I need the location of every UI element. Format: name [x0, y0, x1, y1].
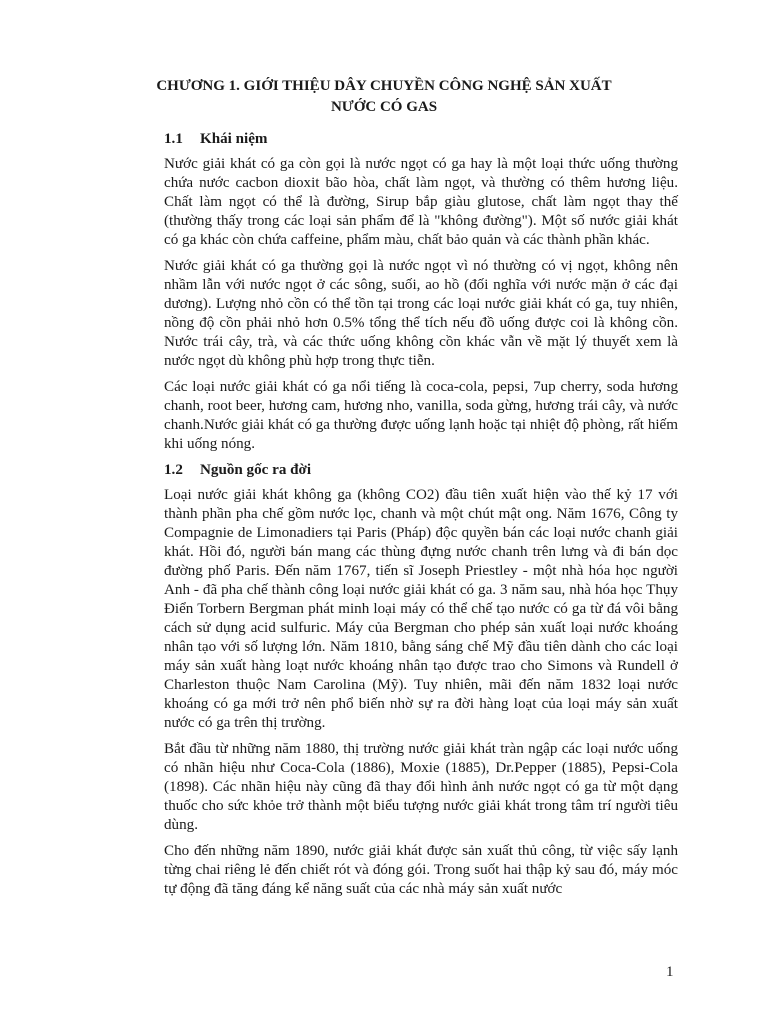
chapter-title-line-1: CHƯƠNG 1. GIỚI THIỆU DÂY CHUYỀN CÔNG NGHỆ SẢN XUẤT	[156, 78, 612, 94]
document-body	[164, 130, 678, 906]
paragraph: Loại nước giải khát không ga (không CO2) đầu tiên xuất hiện vào thế kỷ 17 với thành phần pha chế gồm nước lọc, chanh và một chút mật ong. Năm 1676, Công ty Compagnie de Limonadiers tại Paris (Pháp) độc quyền bán các loại nước chanh giải khát. Hồi đó, người bán mang các thùng đựng nước chanh trên lưng và đi bán dọc đường phố Paris. Đến năm 1767, tiến sĩ Joseph Priestley - một nhà hóa học người Anh - đã pha chế thành công loại nước giải khát có ga. 3 năm sau, nhà hóa học Thụy Điển Torbern Bergman phát minh loại máy có thể chế tạo nước có ga từ đá vôi bằng cách sử dụng acid sulfuric. Máy của Bergman cho phép sản xuất loại nước khoáng nhân tạo với số lượng lớn. Năm 1810, bằng sáng chế Mỹ đầu tiên dành cho các loại máy sản xuất hàng loạt nước khoáng nhân tạo được trao cho Simons và Rundell ở Charleston thuộc Nam Carolina (Mỹ). Tuy nhiên, mãi đến năm 1832 loại nước khoáng có ga mới trở nên phổ biến nhờ sự ra đời hàng loạt của loại máy sản xuất nước có ga trên thị trường.	[164, 487, 678, 731]
chapter-title	[150, 76, 618, 118]
section-number: 1.2	[164, 462, 183, 478]
page-number: 1	[666, 964, 674, 980]
section-title: Khái niệm	[200, 131, 268, 147]
section-title: Nguồn gốc ra đời	[200, 462, 312, 478]
chapter-title-line-2: NƯỚC CÓ GAS	[330, 99, 438, 115]
paragraph: Nước giải khát có ga thường gọi là nước ngọt vì nó thường có vị ngọt, không nên nhầm lẫn với nước ngọt ở các sông, suối, ao hồ (đối nghĩa với nước mặn ở các đại dương). Lượng nhỏ cồn có thể tồn tại trong các loại nước giải khát có ga, tuy nhiên, nồng độ cồn phải nhỏ hơn 0.5% tổng thể tích nếu đồ uống được coi là không cồn. Nước trái cây, trà, và các thức uống không cồn khác vẫn về mặt lý thuyết xem là nước ngọt dù không phù hợp trong thực tiễn.	[164, 258, 678, 369]
section-number: 1.1	[164, 131, 183, 147]
paragraph: Nước giải khát có ga còn gọi là nước ngọt có ga hay là một loại thức uống thường chứa nước cacbon dioxit bão hòa, chất làm ngọt, và thường có thêm hương liệu. Chất làm ngọt có thể là đường, Sirup bắp giàu glutose, chất làm ngọt thay thế (thường thấy trong các loại sản phẩm để là "không đường"). Một số nước giải khát có ga khác còn chứa caffeine, phẩm màu, chất bảo quản và các thành phần khác.	[164, 156, 678, 248]
paragraph: Bắt đầu từ những năm 1880, thị trường nước giải khát tràn ngập các loại nước uống có nhãn hiệu như Coca-Cola (1886), Moxie (1885), Dr.Pepper (1885), Pepsi-Cola (1898). Các nhãn hiệu này cũng đã thay đổi hình ảnh nước ngọt có ga từ một dạng thuốc cho sức khỏe trở thành một biểu tượng nước giải khát trong tâm trí người tiêu dùng.	[164, 741, 678, 833]
paragraph: Các loại nước giải khát có ga nổi tiếng là coca-cola, pepsi, 7up cherry, soda hương chanh, root beer, hương cam, hương nho, vanilla, soda gừng, hương trái cây, và nước chanh.Nước giải khát có ga thường được uống lạnh hoặc tại nhiệt độ phòng, rất hiếm khi uống nóng.	[164, 379, 678, 452]
section-heading-1-2	[164, 461, 678, 480]
section-heading-1-1	[164, 130, 678, 149]
paragraph: Cho đến những năm 1890, nước giải khát được sản xuất thủ công, từ việc sấy lạnh từng chai riêng lẻ đến chiết rót và đóng gói. Trong suốt hai thập kỷ sau đó, máy móc tự động đã tăng đáng kể năng suất của các nhà máy sản xuất nước	[164, 843, 678, 897]
